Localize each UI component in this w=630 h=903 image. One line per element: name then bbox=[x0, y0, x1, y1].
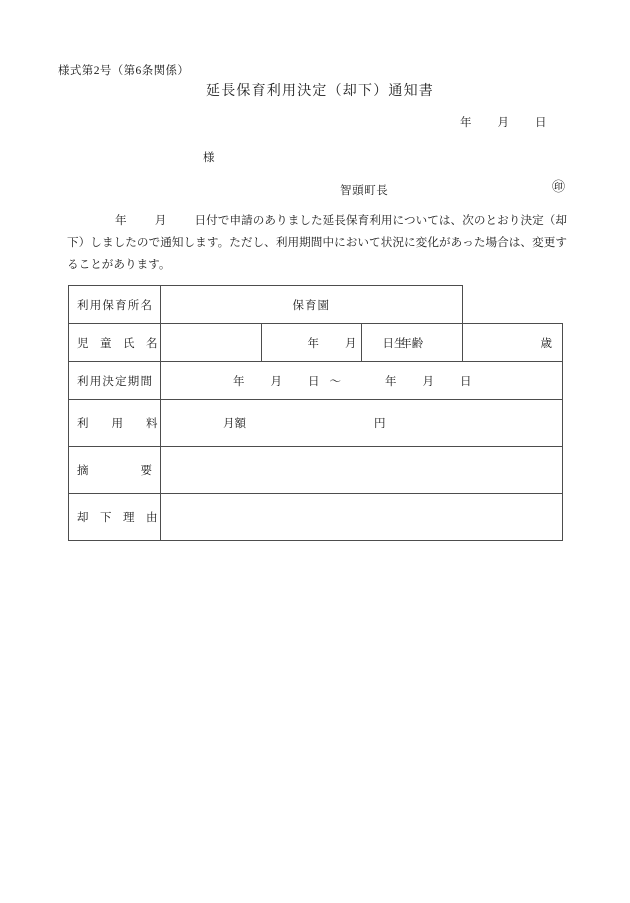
fee-amount-label: 月額 bbox=[223, 418, 246, 430]
row-value-fee[interactable] bbox=[161, 400, 563, 447]
period-separator: ～ bbox=[329, 375, 341, 388]
table-row bbox=[69, 362, 563, 400]
period-start-day: 日 bbox=[308, 375, 320, 388]
body-paragraph-text: 日付で申請のありました延長保育利用については、次のとおり決定（却下）しましたので通知します。ただし、利用期間中において状況に変化があった場合は、変更することがあります。 bbox=[67, 214, 567, 271]
row-value-birthdate[interactable] bbox=[261, 324, 406, 362]
issue-date-year: 年 bbox=[460, 117, 472, 129]
birthdate-year: 年 bbox=[307, 337, 319, 350]
form-number: 様式第2号（第6条関係） bbox=[58, 65, 190, 77]
row-value-age[interactable]: 歳 bbox=[462, 324, 563, 362]
row-label-child-name: 児 童 氏 名 bbox=[69, 324, 161, 362]
seal-icon: ㊞ bbox=[552, 179, 566, 194]
row-value-nursery[interactable]: 保育園 bbox=[161, 286, 463, 324]
application-date-year: 年 bbox=[115, 214, 127, 227]
row-label-remarks: 摘 要 bbox=[69, 447, 161, 494]
table-row bbox=[69, 447, 563, 494]
row-label-rejection-reason: 却 下 理 由 bbox=[69, 494, 161, 541]
row-value-period[interactable] bbox=[161, 362, 563, 400]
issue-date-month: 月 bbox=[497, 117, 509, 129]
row-label-age: 年齢 bbox=[362, 324, 463, 362]
row-value-remarks[interactable] bbox=[161, 447, 563, 494]
table-row bbox=[69, 400, 563, 447]
body-paragraph bbox=[67, 210, 567, 276]
birthdate-day: 日生 bbox=[382, 337, 406, 350]
period-end-month: 月 bbox=[422, 375, 434, 388]
fee-currency: 円 bbox=[374, 418, 386, 430]
period-end-day: 日 bbox=[460, 375, 472, 388]
table-row bbox=[69, 286, 563, 324]
application-date-month: 月 bbox=[154, 214, 167, 227]
period-start-year: 年 bbox=[233, 375, 245, 388]
decision-detail-table bbox=[68, 285, 563, 541]
table-row bbox=[69, 324, 563, 362]
birthdate-month: 月 bbox=[345, 337, 357, 350]
page-title: 延長保育利用決定（却下）通知書 bbox=[206, 84, 434, 99]
period-end-year: 年 bbox=[385, 375, 397, 388]
issue-date-line bbox=[460, 114, 547, 130]
addressee-honorific: 様 bbox=[203, 152, 215, 164]
period-start-month: 月 bbox=[270, 375, 282, 388]
table-row bbox=[69, 494, 563, 541]
row-value-child-name[interactable] bbox=[161, 324, 262, 362]
row-label-nursery: 利用保育所名 bbox=[69, 286, 161, 324]
row-label-period: 利用決定期間 bbox=[69, 362, 161, 400]
row-value-rejection-reason[interactable] bbox=[161, 494, 563, 541]
issuer-name: 智頭町長 bbox=[340, 185, 389, 197]
row-label-fee: 利 用 料 bbox=[69, 400, 161, 447]
issue-date-day: 日 bbox=[535, 117, 547, 129]
